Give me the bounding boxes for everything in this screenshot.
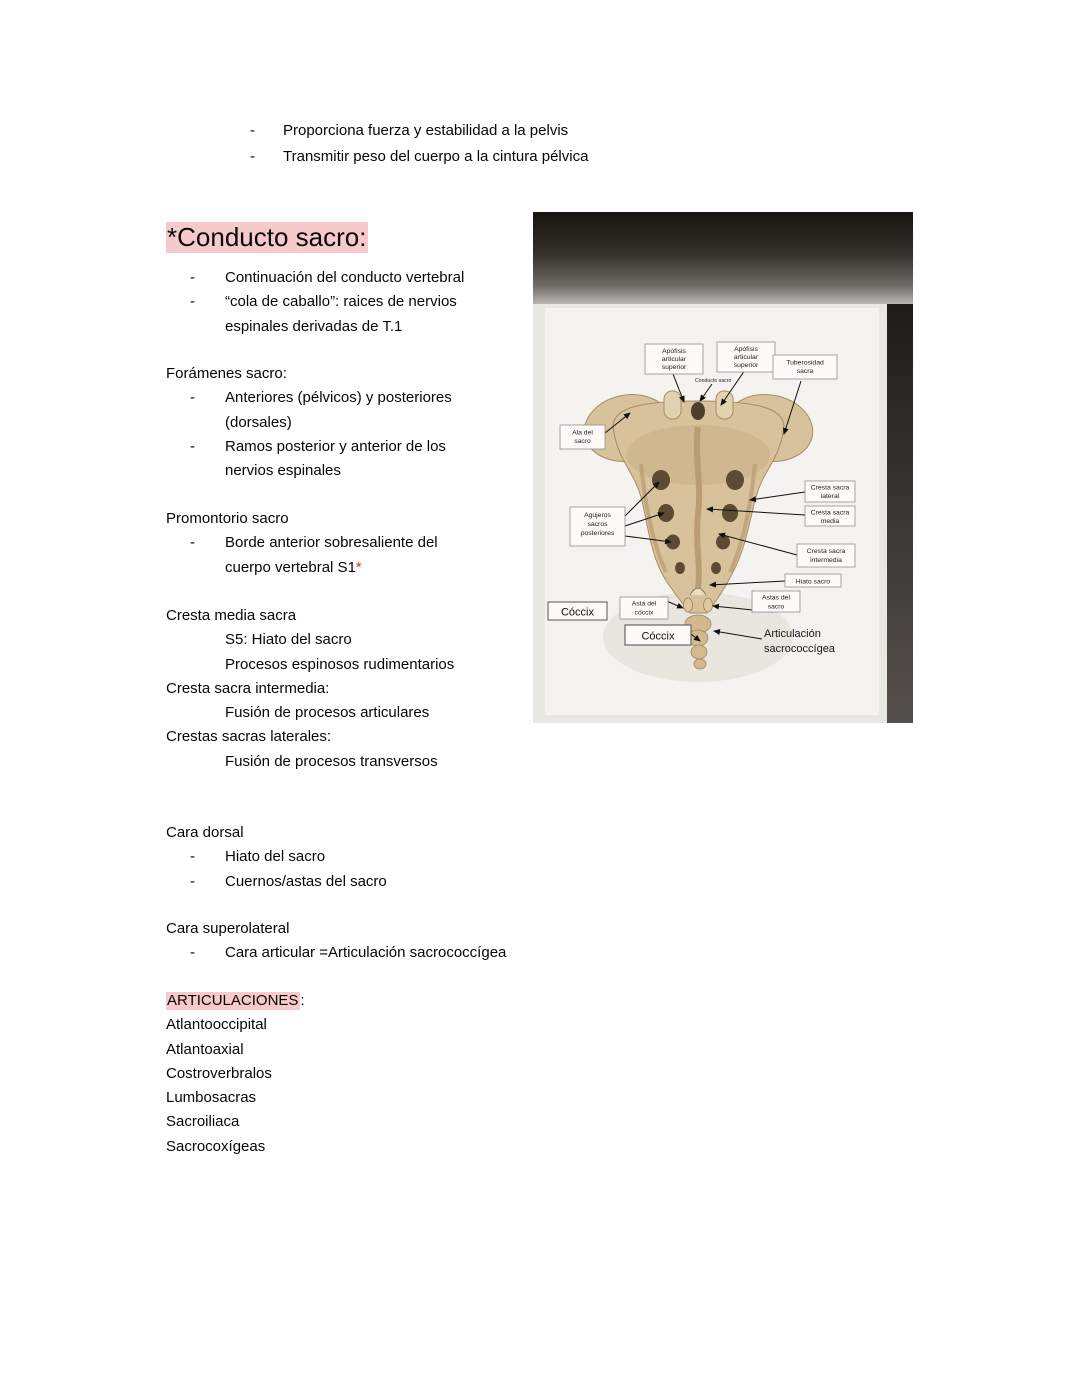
crestas-line: Cresta media sacra bbox=[166, 607, 297, 624]
svg-text:sacro: sacro bbox=[574, 438, 591, 445]
section-title: Forámenes sacro: bbox=[166, 365, 287, 382]
bullet-line: Ramos posterior y anterior de los bbox=[225, 437, 446, 455]
bullet-line: nervios espinales bbox=[225, 462, 341, 480]
svg-text:sacra: sacra bbox=[796, 368, 814, 375]
list-item bbox=[190, 941, 506, 965]
articulacion-item: Costroverbralos bbox=[166, 1064, 272, 1082]
list-item bbox=[250, 144, 588, 170]
bullet-text: Proporciona fuerza y estabilidad a la pelvis bbox=[283, 122, 569, 139]
svg-text:Cóccix: Cóccix bbox=[560, 606, 595, 619]
crestas-line: S5: Hiato del sacro bbox=[225, 631, 352, 649]
crestas-line: Fusión de procesos transversos bbox=[225, 752, 438, 770]
svg-text:intermedia: intermedia bbox=[810, 557, 842, 564]
svg-text:sacro: sacro bbox=[767, 603, 785, 611]
bullet-text: Cara articular =Articulación sacrococcígea bbox=[225, 944, 507, 962]
bullet-dash: - bbox=[250, 122, 255, 139]
dark-top-edge bbox=[533, 212, 913, 304]
figure-label-coccix-left bbox=[548, 602, 607, 620]
highlighted-heading-text: *Conducto sacro: bbox=[167, 222, 367, 252]
crestas-section bbox=[166, 604, 454, 774]
bullet-dash: - bbox=[190, 944, 195, 962]
cara-superolateral-section bbox=[166, 917, 506, 966]
bullet-text bbox=[225, 386, 452, 435]
svg-text:Agujeros: Agujeros bbox=[584, 512, 611, 519]
bullet-line: espinales derivadas de T.1 bbox=[225, 317, 403, 335]
svg-text:Ala del: Ala del bbox=[572, 429, 593, 437]
svg-text:Asta del: Asta del bbox=[631, 600, 657, 608]
articulaciones-section bbox=[166, 989, 305, 1159]
figure-label-conducto-sacro: Conducto sacro bbox=[695, 378, 732, 384]
bullet-text: Hiato del sacro bbox=[225, 848, 326, 866]
svg-text:media: media bbox=[820, 518, 840, 525]
figure-label-cresta-sacra-intermedia bbox=[797, 544, 855, 567]
svg-text:articular: articular bbox=[733, 354, 759, 361]
section-title: Promontorio sacro bbox=[166, 510, 289, 527]
articulacion-item: Atlantooccipital bbox=[166, 1016, 267, 1034]
section-title: Cara dorsal bbox=[166, 824, 244, 841]
list-item bbox=[250, 118, 588, 144]
bullet-dash: - bbox=[190, 437, 195, 455]
articulacion-item: Sacroiliaca bbox=[166, 1113, 240, 1131]
articulacion-item: Atlantoaxial bbox=[166, 1040, 244, 1058]
heading-conducto-sacro bbox=[166, 220, 368, 254]
svg-text:sacrococcígea: sacrococcígea bbox=[764, 643, 835, 655]
svg-text:articular: articular bbox=[661, 356, 687, 363]
list-item bbox=[190, 435, 452, 484]
figure-label-ala-del-sacro bbox=[560, 425, 605, 449]
bullet-text bbox=[225, 531, 438, 580]
bullet-dash: - bbox=[190, 872, 195, 890]
bullet-dash: - bbox=[190, 534, 195, 552]
list-item bbox=[190, 290, 464, 339]
list-item bbox=[190, 266, 464, 290]
list-item bbox=[190, 531, 438, 580]
articulacion-item: Sacrocoxígeas bbox=[166, 1137, 266, 1155]
bullet-text bbox=[225, 266, 464, 290]
sacrum-figure-image[interactable] bbox=[533, 212, 913, 723]
figure-label-apofisis-left bbox=[645, 344, 703, 374]
cara-dorsal-section bbox=[166, 821, 387, 894]
bullet-text: Cuernos/astas del sacro bbox=[225, 872, 387, 890]
highlighted-title-text: ARTICULACIONES bbox=[167, 992, 299, 1009]
figure-label-astas-del-sacro bbox=[752, 591, 800, 612]
figure-label-coccix-box bbox=[625, 625, 691, 645]
bullet-line: Anteriores (pélvicos) y posteriores bbox=[225, 389, 452, 407]
bullet-dash: - bbox=[190, 269, 195, 286]
bullet-dash: - bbox=[250, 147, 255, 165]
bullet-dash: - bbox=[190, 293, 195, 311]
list-item bbox=[190, 845, 387, 869]
articulaciones-title: ARTICULACIONES : bbox=[167, 992, 305, 1009]
svg-text:cóccix: cóccix bbox=[634, 609, 654, 617]
svg-text:Astas del: Astas del bbox=[762, 594, 790, 602]
bullet-text: Transmitir peso del cuerpo a la cintura pélvica bbox=[283, 147, 589, 165]
bullet-text bbox=[225, 435, 452, 484]
crestas-line: Crestas sacras laterales: bbox=[166, 728, 332, 746]
svg-text:Cresta sacra: Cresta sacra bbox=[810, 509, 850, 517]
crestas-line: Cresta sacra intermedia: bbox=[166, 679, 330, 697]
svg-text:Apófisis: Apófisis bbox=[734, 346, 758, 353]
bullet-line: Continuación del conducto vertebral bbox=[225, 269, 465, 286]
bullet-line: “cola de caballo”: raices de nervios bbox=[225, 293, 457, 311]
figure-label-tuberosidad bbox=[773, 355, 837, 379]
conducto-bullet-list bbox=[190, 266, 464, 339]
svg-text:Articulación: Articulación bbox=[764, 628, 821, 640]
figure-label-hiato-sacro bbox=[785, 574, 841, 587]
section-title: Cara superolateral bbox=[166, 920, 290, 937]
svg-text:posteriores: posteriores bbox=[580, 530, 615, 537]
list-item bbox=[190, 386, 452, 435]
crestas-line: Procesos espinosos rudimentarios bbox=[225, 655, 455, 673]
promontorio-section bbox=[166, 507, 438, 580]
figure-label-cresta-sacra-media bbox=[805, 506, 855, 526]
svg-text:Tuberosidad: Tuberosidad bbox=[786, 359, 824, 367]
svg-text:Hiato sacro: Hiato sacro bbox=[795, 578, 831, 586]
bullet-line: cuerpo vertebral S1* bbox=[225, 558, 362, 576]
figure-label-asta-del-coccix bbox=[620, 597, 668, 619]
bullet-text bbox=[225, 290, 464, 339]
svg-text:superior: superior bbox=[661, 364, 687, 371]
figure-label-cresta-sacra-lateral bbox=[805, 481, 855, 502]
bullet-line: (dorsales) bbox=[225, 413, 292, 431]
svg-text:superior: superior bbox=[733, 362, 759, 369]
figure-label-agujeros-sacros bbox=[570, 507, 625, 546]
red-asterisk: * bbox=[355, 558, 362, 576]
intro-bullet-list bbox=[250, 118, 588, 169]
svg-text:Cóccix: Cóccix bbox=[641, 630, 675, 643]
bullet-line: Borde anterior sobresaliente del bbox=[225, 534, 438, 552]
figure-label-apofisis-right bbox=[717, 342, 775, 372]
svg-text:sacros: sacros bbox=[587, 521, 608, 528]
svg-text:lateral: lateral bbox=[820, 493, 840, 500]
bullet-dash: - bbox=[190, 389, 195, 407]
list-item bbox=[190, 870, 387, 894]
svg-text:Apófisis: Apófisis bbox=[662, 348, 686, 355]
articulacion-item: Lumbosacras bbox=[166, 1089, 257, 1107]
foramenes-section bbox=[166, 362, 452, 483]
svg-text:Cresta sacra: Cresta sacra bbox=[806, 548, 846, 555]
svg-text:Cresta sacra: Cresta sacra bbox=[810, 484, 850, 492]
bullet-dash: - bbox=[190, 848, 195, 866]
crestas-line: Fusión de procesos articulares bbox=[225, 704, 430, 722]
